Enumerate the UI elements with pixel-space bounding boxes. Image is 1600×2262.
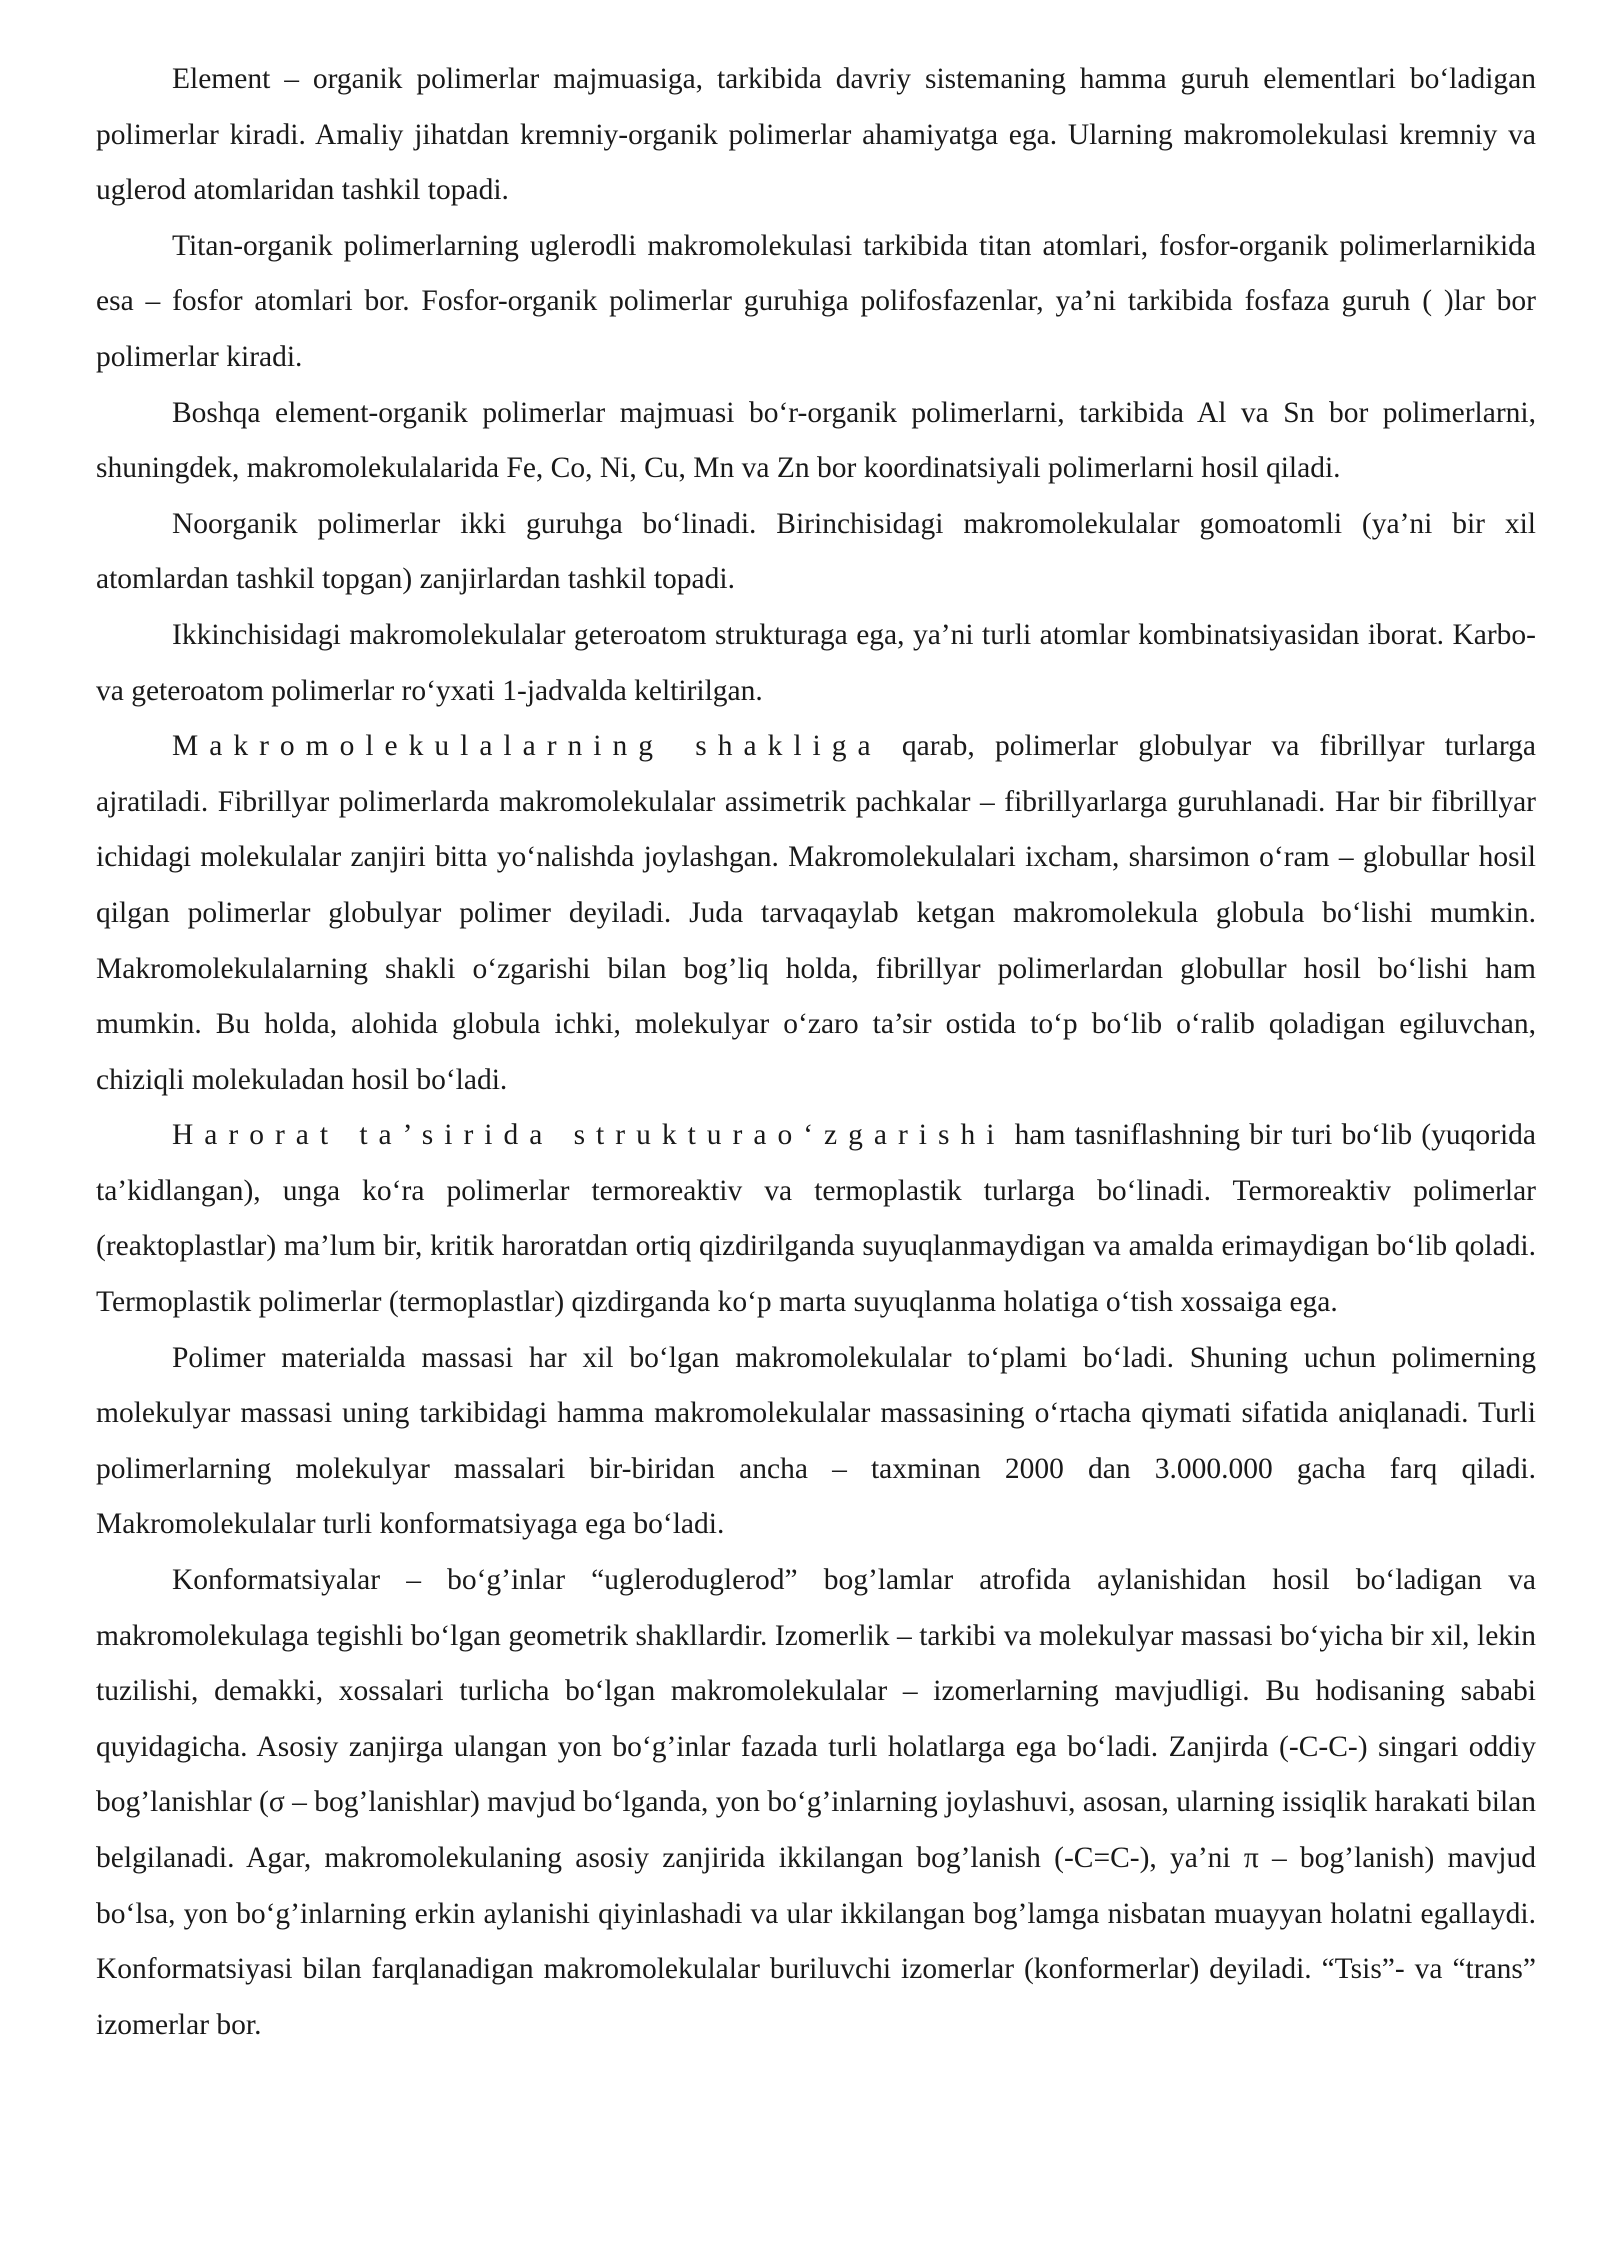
paragraph-text: Boshqa element-organik polimerlar majmuasi boʻr-organik polimerlarni, tarkibida Al va Sn bor polimerlarni, shuningdek, makromolekulalarida Fe, Co, Ni, Cu, Mn va Zn bor koordinatsiyali polimerlarni hosil qiladi. <box>96 396 1536 485</box>
paragraph-titan-organic <box>96 219 1536 386</box>
paragraph-inorganic-polymers <box>96 497 1536 608</box>
paragraph-text: Polimer materialda massasi har xil boʻlgan makromolekulalar toʻplami boʻladi. Shuning uchun polimerning molekulyar massasi uning tarkibidagi hamma makromolekulalar massasining oʻrtacha qiymati sifatida aniqlanadi. Turli polimerlarning molekulyar massalari bir-biridan ancha – taxminan 2000 dan 3.000.000 gacha farq qiladi. Makromolekulalar turli konformatsiyaga ega boʻladi. <box>96 1341 1536 1541</box>
paragraph-text: Ikkinchisidagi makromolekulalar geteroatom strukturaga ega, ya’ni turli atomlar kombinatsiyasidan iborat. Karbo- va geteroatom polimerlar roʻyxati 1-jadvalda keltirilgan. <box>96 618 1536 707</box>
paragraph-text: Noorganik polimerlar ikki guruhga boʻlinadi. Birinchisidagi makromolekulalar gomoatomli (ya’ni bir xil atomlardan tashkil topgan) zanjirlardan tashkil topadi. <box>96 507 1536 596</box>
paragraph-other-element-organic <box>96 386 1536 497</box>
document-page <box>96 52 1536 2053</box>
paragraph-text: qarab, polimerlar globulyar va fibrillyar turlarga ajratiladi. Fibrillyar polimerlarda makromolekulalar assimetrik pachkalar – fibrillyarlarga guruhlanadi. Har bir fibrillyar ichidagi molekulalar zanjiri bitta yoʻnalishda joylashgan. Makromolekulalari ixcham, sharsimon oʻram – globullar hosil qilgan polimerlar globulyar polimer deyiladi. Juda tarvaqaylab ketgan makromolekula globula boʻlishi mumkin. Makromolekulalarning shakli oʻzgarishi bilan bog’liq holda, fibrillyar polimerlardan globullar hosil boʻlishi ham mumkin. Bu holda, alohida globula ichki, molekulyar oʻzaro ta’sir ostida toʻp boʻlib oʻralib qoladigan egiluvchan, chiziqli molekuladan hosil boʻladi. <box>96 730 1536 1096</box>
paragraph-text: Element – organik polimerlar majmuasiga, tarkibida davriy sistemaning hamma guruh elementlari boʻladigan polimerlar kiradi. Amaliy jihatdan kremniy-organik polimerlar ahamiyatga ega. Ularning makromolekulasi kremniy va uglerod atomlaridan tashkil topadi. <box>96 63 1536 207</box>
paragraph-text: Konformatsiyalar – boʻg’inlar “ugleroduglerod” bog’lamlar atrofida aylanishidan hosil boʻladigan va makromolekulaga tegishli boʻlgan geometrik shakllardir. Izomerlik – tarkibi va molekulyar massasi boʻyicha bir xil, lekin tuzilishi, demakki, xossalari turlicha boʻlgan makromolekulalar – izomerlarning mavjudligi. Bu hodisaning sababi quyidagicha. Asosiy zanjirga ulangan yon boʻg’inlar fazada turli holatlarga ega boʻladi. Zanjirda (-C-C-) singari oddiy bog’lanishlar (σ – bog’lanishlar) mavjud boʻlganda, yon boʻg’inlarning joylashuvi, asosan, ularning issiqlik harakati bilan belgilanadi. Agar, makromolekulaning asosiy zanjirida ikkilangan bog’lanish (-C=C-), ya’ni π – bog’lanish) mavjud boʻlsa, yon boʻg’inlarning erkin aylanishi qiyinlashadi va ular ikkilangan bog’lamga nisbatan muayyan holatni egallaydi. Konformatsiyasi bilan farqlanadigan makromolekulalar buriluvchi izomerlar (konformerlar) deyiladi. “Tsis”- va “trans” izomerlar bor. <box>96 1564 1536 2041</box>
paragraph-text: Titan-organik polimerlarning uglerodli makromolekulasi tarkibida titan atomlari, fosfor-organik polimerlarnikida esa – fosfor atomlari bor. Fosfor-organik polimerlar guruhiga polifosfazenlar, ya’ni tarkibida fosfaza guruh ( )lar bor polimerlar kiradi. <box>96 229 1536 373</box>
paragraph-element-organic <box>96 52 1536 219</box>
spaced-emphasis: Harorat ta’sirida strukturaoʻzgarishi <box>172 1119 1006 1152</box>
paragraph-temperature-effect <box>96 1108 1536 1330</box>
spaced-emphasis: Makromolekulalarning shakliga <box>172 730 882 763</box>
paragraph-text: ham tasniflashning bir turi boʻlib (yuqorida ta’kidlangan), unga koʻra polimerlar termoreaktiv va termoplastik turlarga boʻlinadi. Termoreaktiv polimerlar (reaktoplastlar) ma’lum bir, kritik haroratdan ortiq qizdirilganda suyuqlanmaydigan va amalda erimaydigan boʻlib qoladi. Termoplastik polimerlar (termoplastlar) qizdirganda koʻp marta suyuqlanma holatiga oʻtish xossaiga ega. <box>96 1119 1536 1319</box>
paragraph-molecular-mass <box>96 1331 1536 1553</box>
paragraph-heteroatom <box>96 608 1536 719</box>
paragraph-conformations <box>96 1553 1536 2053</box>
paragraph-macromolecule-shape <box>96 719 1536 1108</box>
